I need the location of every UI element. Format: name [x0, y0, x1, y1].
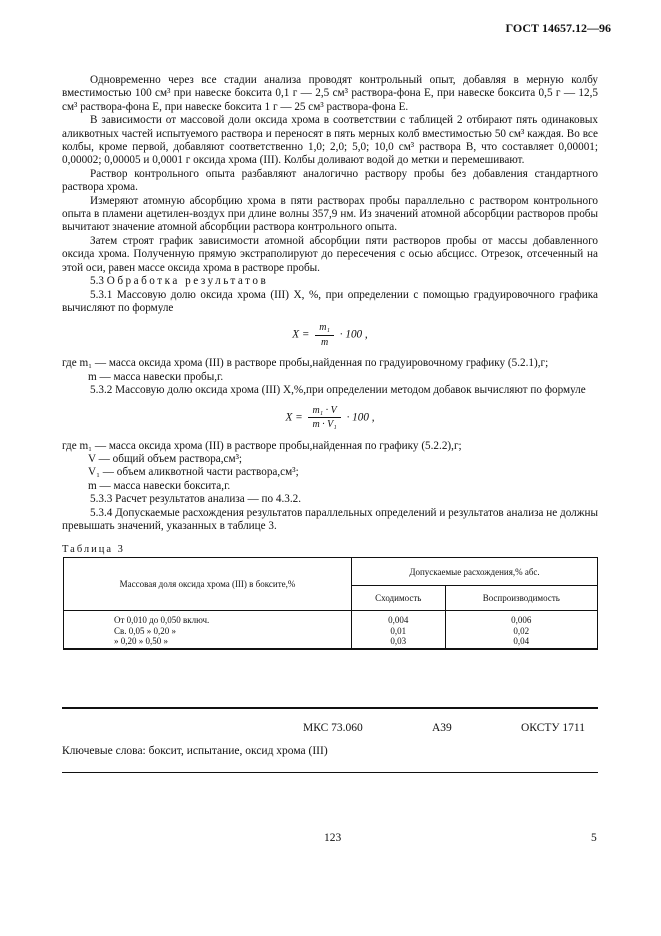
table-cell: 0,01	[390, 625, 407, 636]
section-heading	[62, 275, 598, 288]
formula-denominator: m	[320, 336, 329, 348]
formula-lhs: X =	[292, 328, 310, 341]
formula-numerator: m₁	[315, 321, 334, 335]
paragraph-measurement: Измеряют атомную абсорбцию хрома в пяти растворах пробы параллельно с раствором контрольного опыта в пламени ацетилен-воздух при длине волны 357,9 нм. Из значений атомной абсорбции растворов пробы вычитают значение атомной абсорбции раствора контрольного опыта.	[62, 194, 598, 234]
formula-rhs: · 100 ,	[346, 411, 375, 424]
formula-numerator: m₁ · V	[308, 404, 340, 418]
footer-divider-bottom	[62, 772, 598, 773]
paragraph-aliquot: В зависимости от массовой доли оксида хрома в соответствии с таблицей 2 отбирают пять одинаковых аликвотных частей испытуемого раствора и переносят в пять мерных колб вместимостью 50 см³ каждая. Во все колбы, кроме первой, добавляют соответственно 1,0; 2,0; 5,0; 10,0 см³ раствора В, что составляет 0,00001; 0,00002; 0,00005 и 0,0001 г оксида хрома (III). Колбы доливают водой до метки и перемешивают.	[62, 114, 598, 167]
table-cell: 0,04	[513, 636, 530, 646]
table-cell-ranges	[64, 611, 352, 649]
document-body	[62, 74, 598, 533]
formula-fraction	[308, 404, 340, 432]
table-cell-convergence	[352, 611, 446, 649]
page-number-center: 123	[324, 832, 342, 844]
table-header-main: Массовая доля оксида хрома (III) в боксите,%	[64, 558, 352, 611]
table-cell: » 0,20 » 0,50 »	[114, 636, 168, 646]
okstu-code: ОКСТУ 1711	[521, 722, 585, 734]
paragraph-control-experiment: Одновременно через все стадии анализа проводят контрольный опыт, добавляя в мерную колбу вместимостью 100 см³ при навеске боксита 0,1 г — 2,5 см³ раствора-фона Е, при навеске боксита 0,5 г — 12,5 см³ раствора-фона Е, при навеске боксита 1 г — 25 см³ раствора-фона Е.	[62, 74, 598, 113]
table-cell: 0,02	[513, 625, 530, 636]
mks-code: МКС 73.060	[303, 722, 363, 734]
formula-rhs: · 100 ,	[339, 328, 368, 341]
table-header-convergence: Сходимость	[352, 586, 446, 611]
clause-5-3-3: 5.3.3 Расчет результатов анализа — по 4.3.2.	[90, 493, 302, 506]
clause-5-3-2: 5.3.2 Массовую долю оксида хрома (III) X,%,при определении методом добавок вычисляют по формуле	[90, 384, 586, 397]
table-cell: 0,006	[511, 615, 532, 625]
table-cell: 0,03	[390, 636, 407, 646]
tolerance-table	[63, 557, 598, 650]
formula-fraction	[315, 321, 334, 349]
table-header-reproducibility: Воспроизводимость	[445, 586, 597, 611]
formula-denominator: m · V₁	[312, 418, 337, 430]
formula-additions	[62, 404, 598, 432]
paragraph-graph: Затем строят график зависимости атомной абсорбции пяти растворов пробы от массы добавленного оксида хрома. Полученную прямую экстраполируют до пересечения с осью абсцисс. Отрезок, отсеченный на этой оси, равен массе оксида хрома в растворе пробы.	[62, 234, 598, 274]
where-m1-2: где m₁ — масса оксида хрома (III) в растворе пробы,найденная по графику (5.2.2),г;	[62, 439, 462, 452]
table-cell: 0,004	[388, 615, 409, 625]
category-code: А39	[432, 722, 452, 734]
where-v: V — общий объем раствора,см³;	[88, 452, 243, 465]
where-m1: где m₁ — масса оксида хрома (III) в растворе пробы,найденная по градуировочному графику (5.2.1),г;	[62, 357, 549, 370]
formula-calibration	[62, 321, 598, 349]
standard-number: ГОСТ 14657.12—96	[505, 21, 611, 35]
where-v1: V₁ — объем аликвотной части раствора,см³;	[88, 466, 299, 479]
keywords: Ключевые слова: боксит, испытание, оксид хрома (III)	[62, 745, 328, 757]
footer-divider-top	[62, 707, 598, 709]
table-cell: Св. 0,05 » 0,20 »	[114, 625, 177, 636]
table-caption: Таблица 3	[62, 544, 125, 555]
clause-5-3-4: 5.3.4 Допускаемые расхождения результатов параллельных определений и результатов анализа не должны превышать значений, указанных в таблице 3.	[62, 506, 598, 532]
clause-5-3-1: 5.3.1 Массовую долю оксида хрома (III) X, %, при определении с помощью градуировочного графика вычисляют по формуле	[62, 288, 598, 314]
table-cell-reproducibility	[445, 611, 597, 649]
section-title: Обработка результатов	[106, 275, 269, 288]
table-header-group: Допускаемые расхождения,% абс.	[352, 558, 598, 586]
formula-lhs: X =	[285, 411, 303, 424]
section-number: 5.3	[90, 275, 104, 288]
paragraph-dilution: Раствор контрольного опыта разбавляют аналогично раствору пробы без добавления стандартного раствора хрома.	[62, 167, 598, 194]
where-m: m — масса навески пробы,г.	[88, 370, 224, 383]
table-cell: От 0,010 до 0,050 включ.	[114, 615, 210, 625]
page-number-right: 5	[591, 832, 597, 844]
where-m-2: m — масса навески боксита,г.	[88, 479, 231, 492]
